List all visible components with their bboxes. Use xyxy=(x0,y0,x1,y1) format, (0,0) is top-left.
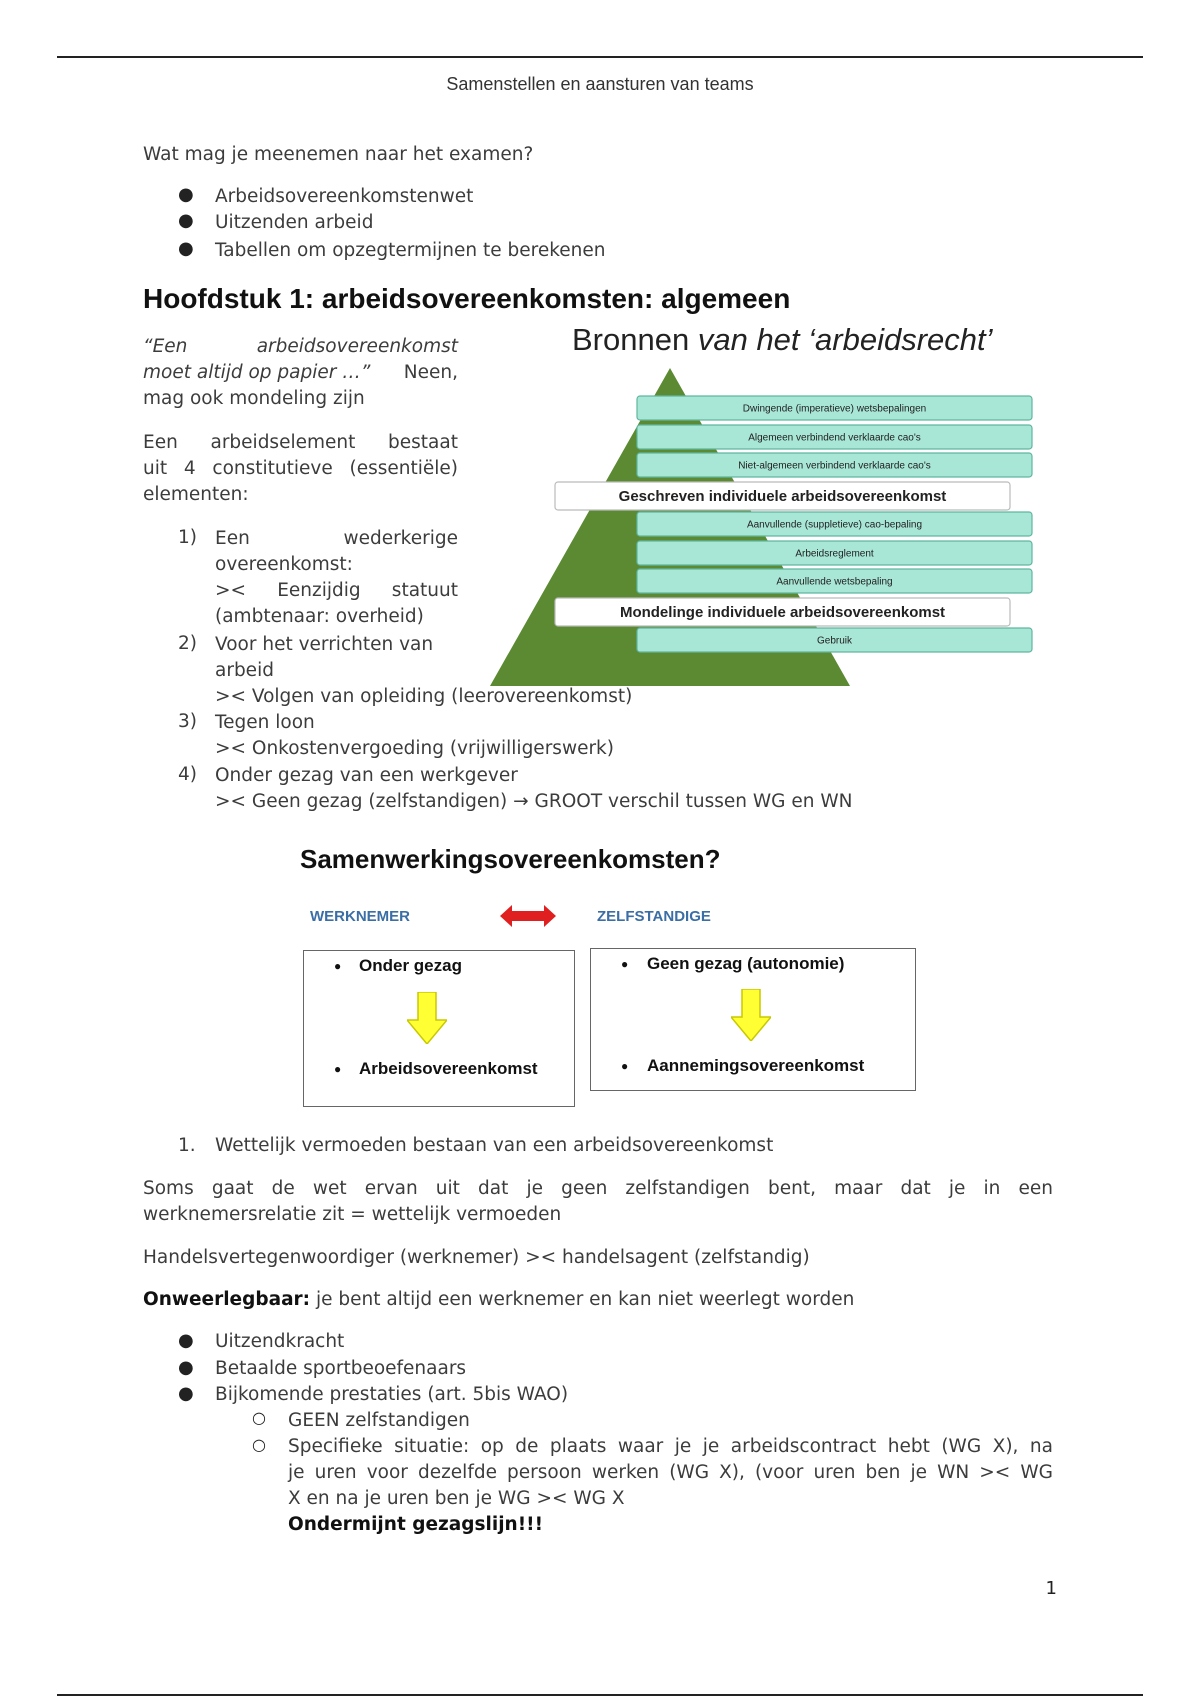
bullet-icon: ● xyxy=(178,1383,194,1404)
pyramid-layer-label: Aanvullende (suppletieve) cao-bepaling xyxy=(746,519,923,531)
quote-line-text: moet altijd op papier …” xyxy=(143,362,371,383)
quote-line: mag ook mondeling zijn xyxy=(143,388,365,409)
list-line: Een wederkerige xyxy=(215,528,458,549)
quote-line xyxy=(143,360,458,386)
intro-item: Arbeidsovereenkomstenwet xyxy=(215,186,474,207)
pyramid-title-bold: Bronnen xyxy=(572,322,690,357)
down-arrow-icon xyxy=(731,989,771,1041)
section-number: 1. xyxy=(178,1135,196,1156)
collab-title: Samenwerkingsovereenkomsten? xyxy=(300,844,721,874)
intro-item: Uitzenden arbeid xyxy=(215,212,374,233)
intro-question: Wat mag je meenemen naar het examen? xyxy=(143,144,534,165)
bullet-icon: ● xyxy=(334,959,342,973)
list-item: Uitzendkracht xyxy=(215,1331,345,1352)
bottom-rule xyxy=(57,1694,1143,1696)
bullet-icon: ● xyxy=(621,957,629,971)
section-title: Wettelijk vermoeden bestaan van een arbeidsovereenkomst xyxy=(215,1135,774,1156)
list-number: 2) xyxy=(178,633,197,654)
list-item xyxy=(215,763,1015,815)
sub-list-item xyxy=(288,1434,1053,1538)
pyramid-diagram xyxy=(490,360,1050,690)
chapter-title: Hoofdstuk 1: arbeidsovereenkomsten: algemeen xyxy=(143,283,791,314)
sub-bullet-icon: ○ xyxy=(252,1408,266,1427)
sub-list-line: X en na je uren ben je WG >< WG X xyxy=(288,1488,625,1509)
paragraph-bold: Onweerlegbaar: xyxy=(143,1289,311,1310)
zelfstandige-top: Geen gezag (autonomie) xyxy=(647,954,845,973)
bullet-icon: ● xyxy=(178,210,194,231)
pyramid-layer-label: Arbeidsreglement xyxy=(795,548,874,560)
pyramid-layer-label: Gebruik xyxy=(816,635,853,647)
list-line: overeenkomst: xyxy=(215,554,353,575)
list-line: >< Eenzijdig statuut xyxy=(215,580,458,601)
bullet-icon: ● xyxy=(178,1330,194,1351)
paragraph xyxy=(143,1287,854,1313)
sub-list-item: GEEN zelfstandigen xyxy=(288,1410,470,1431)
bullet-icon: ● xyxy=(334,1062,342,1076)
zelfstandige-box xyxy=(590,948,916,1091)
element-line: elementen: xyxy=(143,484,249,505)
emphasis: Ondermijnt gezagslijn!!! xyxy=(288,1514,544,1535)
werknemer-bottom: Arbeidsovereenkomst xyxy=(359,1059,538,1078)
list-number: 1) xyxy=(178,527,197,548)
bullet-icon: ● xyxy=(621,1059,629,1073)
werknemer-box xyxy=(303,950,575,1107)
pyramid-layer-label: Niet-algemeen verbindend verklaarde cao's xyxy=(738,460,931,472)
list-number: 4) xyxy=(178,764,197,785)
quote-line: “Een arbeidsovereenkomst xyxy=(143,336,458,357)
quote-answer: Neen, xyxy=(403,362,458,383)
quote-block xyxy=(143,334,458,412)
list-line: arbeid xyxy=(215,660,274,681)
zelfstandige-heading: ZELFSTANDIGE xyxy=(597,908,711,925)
pyramid-layer-label: Mondelinge individuele arbeidsovereenkomst xyxy=(619,604,946,621)
element-line: Een arbeidselement bestaat xyxy=(143,432,458,453)
list-number: 3) xyxy=(178,711,197,732)
list-item xyxy=(215,710,775,762)
element-intro xyxy=(143,430,458,508)
list-line: >< Geen gezag (zelfstandigen) → GROOT verschil tussen WG en WN xyxy=(215,791,853,812)
list-line: >< Onkostenvergoeding (vrijwilligerswerk) xyxy=(215,738,614,759)
list-item: Betaalde sportbeoefenaars xyxy=(215,1358,467,1379)
top-rule xyxy=(57,56,1143,58)
list-item xyxy=(215,526,458,630)
sub-list-line: Specifieke situatie: op de plaats waar je je arbeidscontract hebt (WG X), na xyxy=(288,1436,1053,1457)
pyramid-title-rest: van het ‘arbeidsrecht’ xyxy=(697,322,993,357)
page-number: 1 xyxy=(1045,1578,1057,1599)
list-line: >< Volgen van opleiding (leerovereenkomst) xyxy=(215,686,633,707)
bullet-icon: ● xyxy=(178,184,194,205)
pyramid-layer-label: Algemeen verbindend verklaarde cao's xyxy=(748,432,921,444)
zelfstandige-bottom: Aannemingsovereenkomst xyxy=(647,1056,865,1075)
list-line: Voor het verrichten van xyxy=(215,634,434,655)
paragraph-line: Soms gaat de wet ervan uit dat je geen zelfstandigen bent, maar dat je in een xyxy=(143,1178,1053,1199)
pyramid-title xyxy=(572,322,993,358)
paragraph: Handelsvertegenwoordiger (werknemer) >< handelsagent (zelfstandig) xyxy=(143,1247,810,1268)
bullet-icon: ● xyxy=(178,1357,194,1378)
paragraph-rest: je bent altijd een werknemer en kan niet weerlegt worden xyxy=(310,1289,855,1310)
down-arrow-icon xyxy=(407,992,447,1044)
sub-list-line: je uren voor dezelfde persoon werken (WG X), (voor uren ben je WN >< WG xyxy=(288,1462,1053,1483)
paragraph-line: werknemersrelatie zit = wettelijk vermoeden xyxy=(143,1204,562,1225)
list-line: Tegen loon xyxy=(215,712,315,733)
bullet-icon: ● xyxy=(178,238,194,259)
pyramid-layer-label: Aanvullende wetsbepaling xyxy=(776,576,893,588)
intro-item: Tabellen om opzegtermijnen te berekenen xyxy=(215,240,606,261)
pyramid-layer-label: Dwingende (imperatieve) wetsbepalingen xyxy=(742,403,927,415)
werknemer-heading: WERKNEMER xyxy=(310,908,410,925)
list-line: (ambtenaar: overheid) xyxy=(215,606,424,627)
list-item: Bijkomende prestaties (art. 5bis WAO) xyxy=(215,1384,569,1405)
pyramid-layer-label: Geschreven individuele arbeidsovereenkomst xyxy=(618,488,947,505)
page-header: Samenstellen en aansturen van teams xyxy=(446,74,754,94)
paragraph xyxy=(143,1176,1053,1228)
double-arrow-icon xyxy=(500,903,556,929)
werknemer-top: Onder gezag xyxy=(359,956,462,975)
list-line: Onder gezag van een werkgever xyxy=(215,765,518,786)
element-line: uit 4 constitutieve (essentiële) xyxy=(143,458,458,479)
sub-bullet-icon: ○ xyxy=(252,1435,266,1454)
